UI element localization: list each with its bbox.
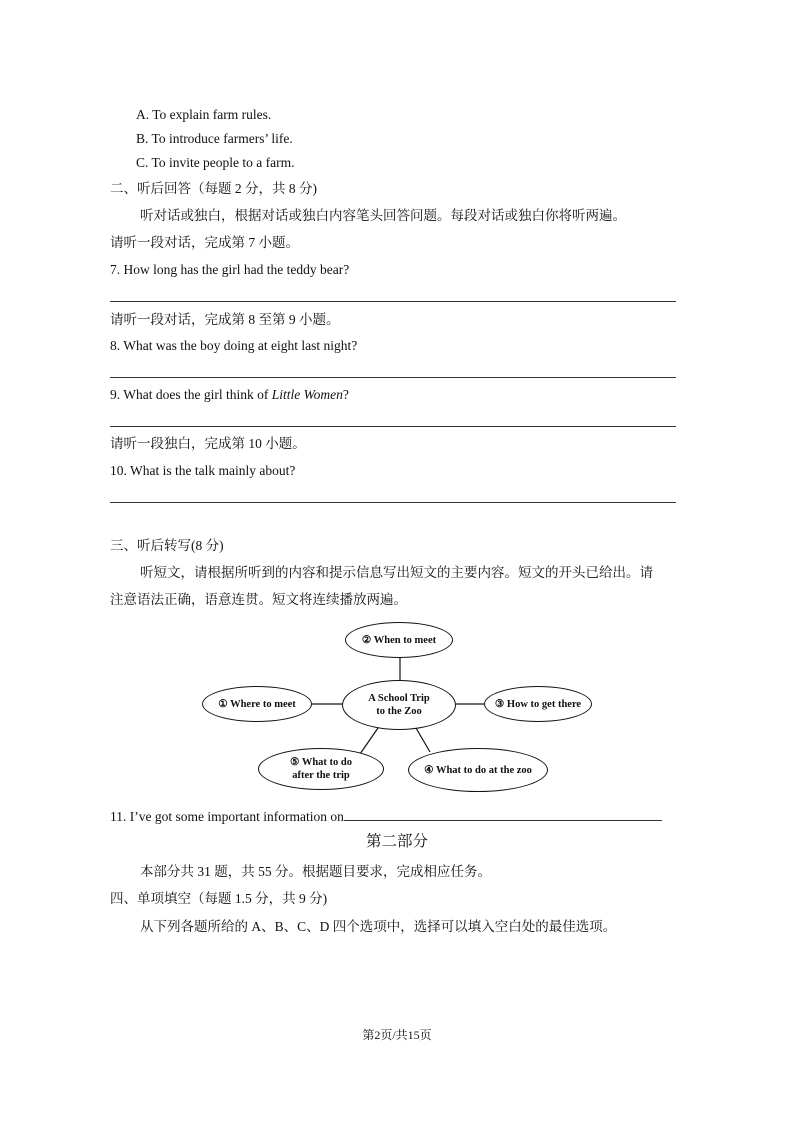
question-11 — [110, 806, 662, 826]
section4-instruction: 从下列各题所给的 A、B、C、D 四个选项中，选择可以填入空白处的最佳选项。 — [140, 919, 617, 934]
option-b: B. To introduce farmers’ life. — [136, 131, 293, 146]
page-footer: 第2页/共15页 — [362, 1028, 432, 1042]
node-at-the-zoo — [408, 748, 548, 792]
section2-heading: 二、听后回答（每题 2 分，共 8 分) — [110, 181, 317, 196]
question-8: 8. What was the boy doing at eight last night? — [110, 338, 358, 353]
answer-line-8[interactable] — [110, 377, 676, 378]
node-where-to-meet — [202, 686, 312, 722]
section2-instruction: 听对话或独白，根据对话或独白内容笔头回答问题。每段对话或独白你将听两遍。 — [140, 208, 626, 223]
node-when-label: ② When to meet — [361, 634, 437, 646]
connector-zoo — [416, 728, 430, 752]
node-after-line2: after the trip — [292, 770, 350, 781]
node-how-label: ③ How to get there — [494, 698, 582, 710]
question-11-blank[interactable] — [344, 806, 662, 821]
book-title: Little Women — [271, 387, 343, 402]
section3-instruction-1: 听短文，请根据所听到的内容和提示信息写出短文的主要内容。短文的开头已给出。请 — [140, 565, 653, 580]
mind-map-diagram — [196, 620, 606, 800]
node-how-to-get-there — [484, 686, 592, 722]
node-zoo-label: ④ What to do at the zoo — [424, 764, 532, 776]
section3-heading: 三、听后转写(8 分) — [110, 538, 224, 553]
question-9-text: 9. What does the girl think of — [110, 387, 272, 402]
question-11-text: 11. I’ve got some important information on — [110, 809, 344, 824]
option-c: C. To invite people to a farm. — [136, 155, 295, 170]
prompt-q8-9: 请听一段对话，完成第 8 至第 9 小题。 — [110, 312, 340, 327]
node-after-the-trip — [258, 748, 384, 790]
question-10: 10. What is the talk mainly about? — [110, 463, 296, 478]
answer-line-9[interactable] — [110, 426, 676, 427]
node-center-line2: to the Zoo — [376, 706, 422, 717]
question-9-end: ? — [342, 387, 349, 402]
section3-instruction-2: 注意语法正确，语意连贯。短文将连续播放两遍。 — [110, 592, 407, 607]
node-after-line1: ⑤ What to do — [289, 757, 353, 768]
question-7: 7. How long has the girl had the teddy bear? — [110, 262, 350, 277]
connector-after — [360, 728, 378, 754]
part2-intro: 本部分共 31 题，共 55 分。根据题目要求，完成相应任务。 — [140, 864, 491, 879]
node-center-line1: A School Trip — [368, 693, 430, 704]
question-9 — [110, 386, 349, 404]
prompt-q7: 请听一段对话，完成第 7 小题。 — [110, 235, 299, 250]
answer-line-10[interactable] — [110, 502, 676, 503]
section4-heading: 四、单项填空（每题 1.5 分，共 9 分) — [110, 891, 328, 906]
node-center-text — [368, 692, 429, 718]
answer-line-7[interactable] — [110, 301, 676, 302]
part2-title: 第二部分 — [365, 833, 428, 850]
option-a: A. To explain farm rules. — [136, 107, 272, 122]
node-when-to-meet — [345, 622, 453, 658]
node-after-text — [290, 756, 352, 782]
node-where-label: ① Where to meet — [218, 698, 296, 710]
node-center-topic — [342, 680, 456, 730]
prompt-q10: 请听一段独白，完成第 10 小题。 — [110, 436, 306, 451]
